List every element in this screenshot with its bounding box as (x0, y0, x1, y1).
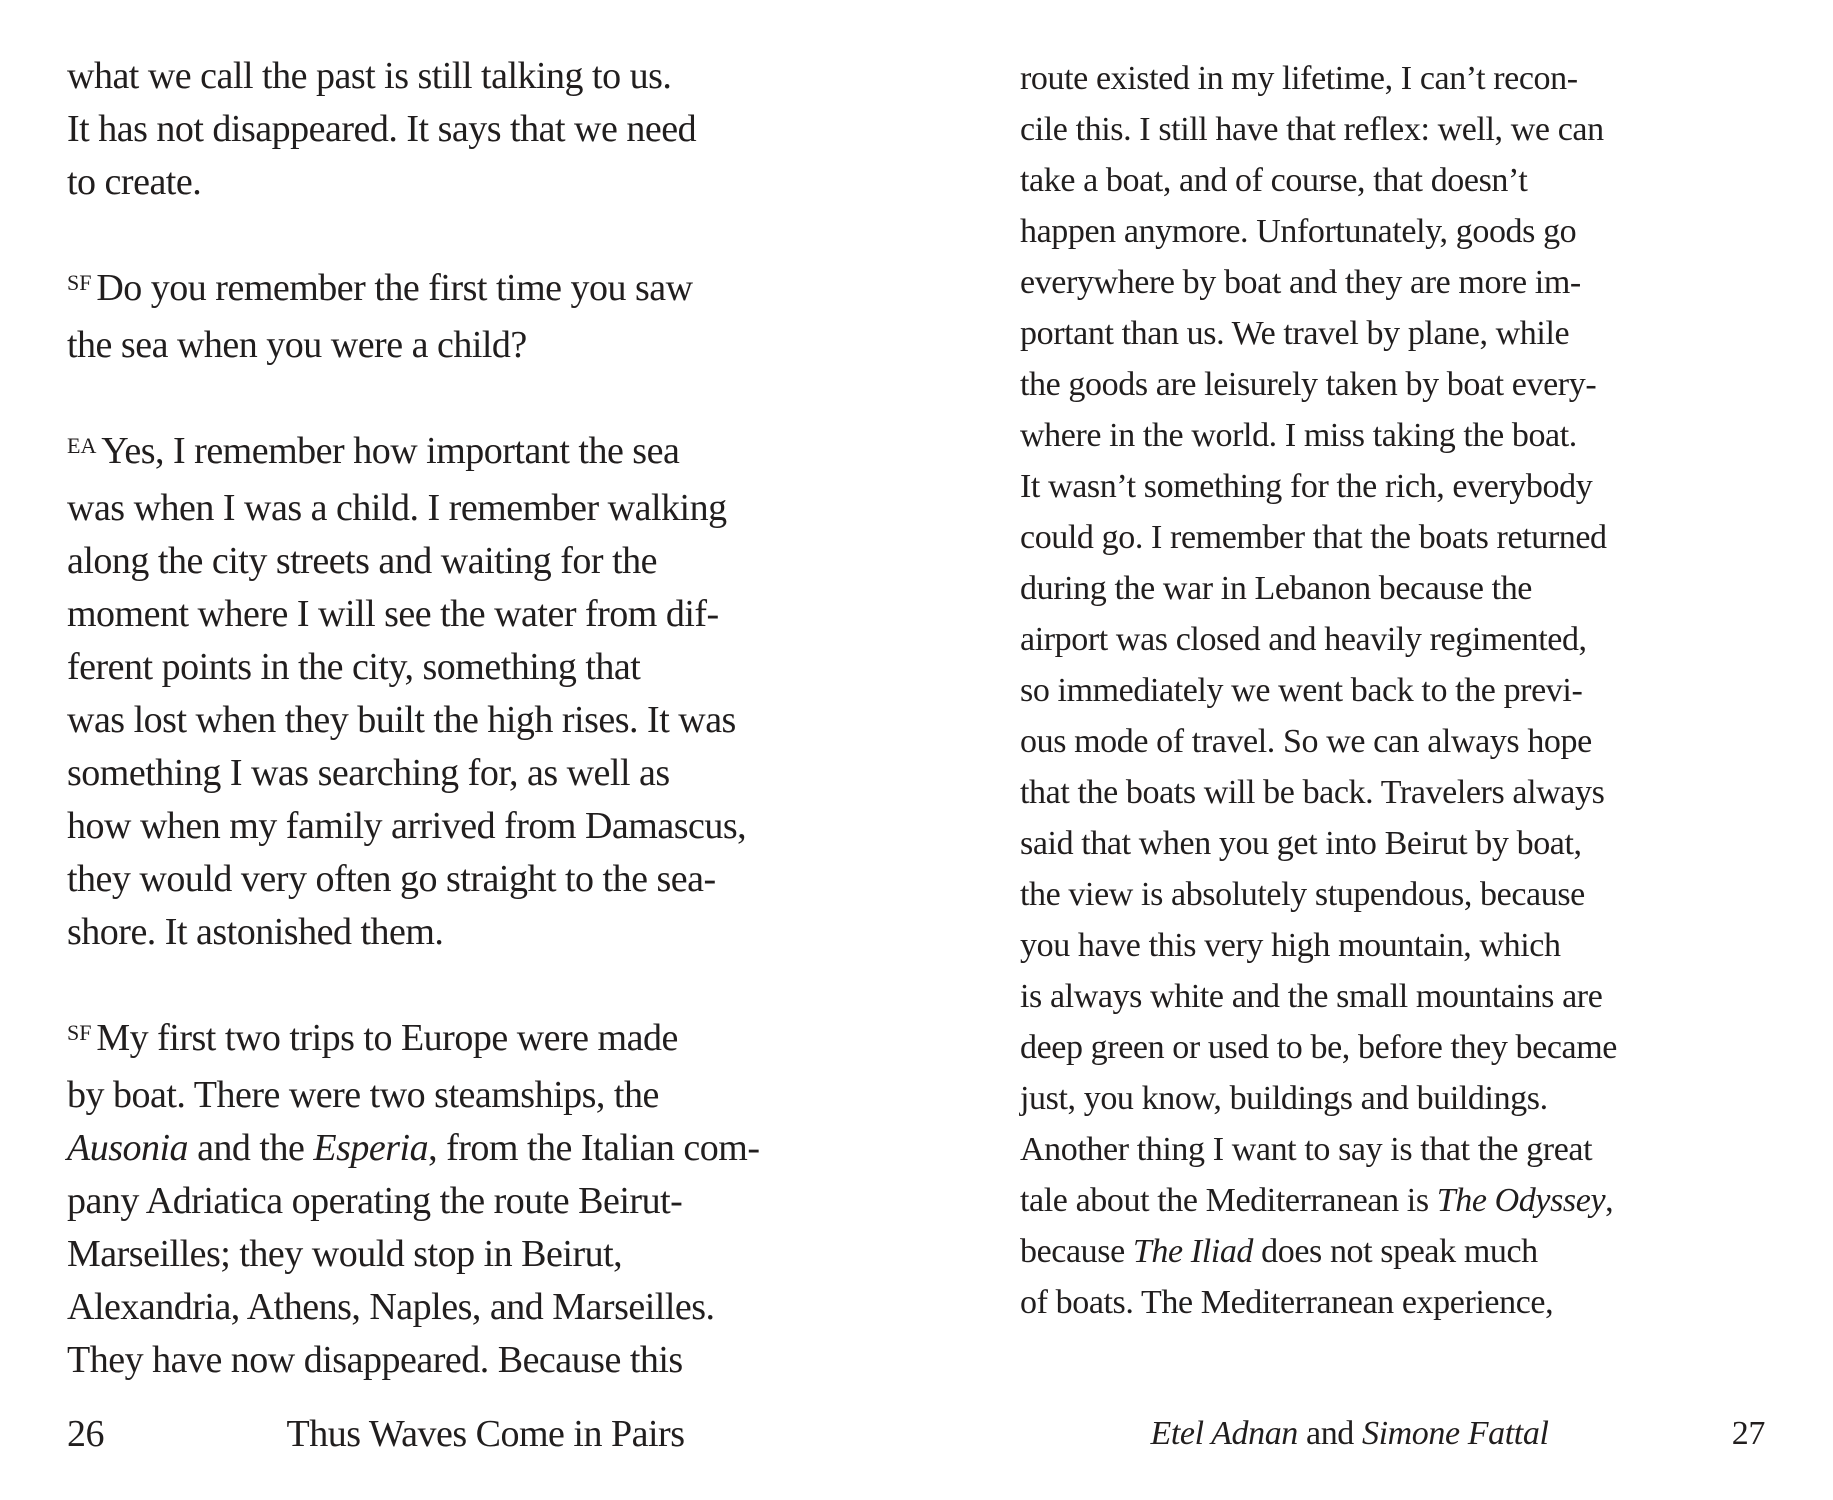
text-line (1020, 206, 1750, 257)
left-page-footer (67, 1408, 818, 1461)
italic-text: The Iliad (1132, 1233, 1254, 1270)
text-segment: , from the Italian com- (428, 1127, 760, 1169)
paragraph (67, 1012, 818, 1387)
running-header-book-title: Thus Waves Come in Pairs (286, 1413, 685, 1455)
text-segment: where in the world. I miss taking the boat. (1020, 417, 1577, 454)
text-line (67, 641, 818, 694)
text-line (1020, 257, 1750, 308)
text-segment: and (1297, 1415, 1362, 1452)
text-segment: the sea when you were a child? (67, 324, 527, 366)
text-line (1020, 563, 1750, 614)
text-segment: They have now disappeared. Because this (67, 1339, 683, 1381)
text-line (1020, 155, 1750, 206)
text-segment: they would very often go straight to the sea- (67, 858, 716, 900)
paragraph (1020, 53, 1750, 1328)
right-page-footer (1020, 1408, 1765, 1459)
text-segment: said that when you get into Beirut by boat, (1020, 825, 1582, 862)
text-segment: Do you remember the first time you saw (96, 267, 693, 309)
text-line (1020, 104, 1750, 155)
text-line (1020, 512, 1750, 563)
text-segment: Another thing I want to say is that the great (1020, 1131, 1593, 1168)
text-line (67, 482, 818, 535)
text-segment: could go. I remember that the boats returned (1020, 519, 1607, 556)
text-line (67, 906, 818, 959)
text-line (1020, 410, 1750, 461)
text-line (67, 156, 818, 209)
text-segment: of boats. The Mediterranean experience, (1020, 1284, 1554, 1321)
italic-text: The Odyssey (1436, 1182, 1606, 1219)
text-segment: the goods are leisurely taken by boat every- (1020, 366, 1597, 403)
text-line (1020, 869, 1750, 920)
text-segment: was when I was a child. I remember walking (67, 487, 727, 529)
text-segment: so immediately we went back to the previ- (1020, 672, 1583, 709)
text-segment: you have this very high mountain, which (1020, 927, 1561, 964)
text-line (67, 425, 818, 482)
text-line (1020, 665, 1750, 716)
text-line (1020, 1073, 1750, 1124)
right-page-text-column (1020, 53, 1750, 1328)
text-line (67, 800, 818, 853)
text-segment: portant than us. We travel by plane, while (1020, 315, 1570, 352)
running-header-authors (1020, 1408, 1679, 1459)
text-line (67, 103, 818, 156)
paragraph (67, 262, 818, 372)
text-segment: everywhere by boat and they are more im- (1020, 264, 1581, 301)
text-segment: pany Adriatica operating the route Beirut- (67, 1180, 683, 1222)
text-line (1020, 1175, 1750, 1226)
text-segment: , (1605, 1182, 1614, 1219)
text-segment: is always white and the small mountains are (1020, 978, 1603, 1015)
text-line (67, 747, 818, 800)
italic-text: Etel Adnan (1150, 1415, 1298, 1452)
text-line (67, 1281, 818, 1334)
italic-text: Ausonia (67, 1127, 189, 1169)
text-line (67, 694, 818, 747)
text-segment: just, you know, buildings and buildings. (1020, 1080, 1548, 1117)
text-line (67, 535, 818, 588)
text-line (1020, 1226, 1750, 1277)
text-line (1020, 53, 1750, 104)
text-segment: how when my family arrived from Damascus, (67, 805, 747, 847)
text-segment: Marseilles; they would stop in Beirut, (67, 1233, 623, 1275)
text-segment: what we call the past is still talking to us. (67, 55, 672, 97)
text-line (1020, 716, 1750, 767)
text-segment: Alexandria, Athens, Naples, and Marseilles. (67, 1286, 715, 1328)
text-line (67, 1334, 818, 1387)
text-line (67, 853, 818, 906)
text-segment: that the boats will be back. Travelers always (1020, 774, 1605, 811)
text-line (1020, 614, 1750, 665)
text-segment: the view is absolutely stupendous, because (1020, 876, 1585, 913)
speaker-initials: EA (67, 433, 97, 459)
text-line (1020, 971, 1750, 1022)
text-segment: route existed in my lifetime, I can’t recon- (1020, 60, 1578, 97)
text-line (1020, 767, 1750, 818)
text-line (67, 1122, 818, 1175)
text-line (67, 50, 818, 103)
text-segment: deep green or used to be, before they became (1020, 1029, 1617, 1066)
speaker-initials: SF (67, 1020, 92, 1046)
right-page-number: 27 (1731, 1415, 1765, 1452)
left-page-text-column (67, 50, 818, 1387)
text-segment: It wasn’t something for the rich, everybody (1020, 468, 1593, 505)
text-segment: something I was searching for, as well as (67, 752, 670, 794)
text-segment: along the city streets and waiting for the (67, 540, 657, 582)
text-line (67, 1012, 818, 1069)
text-line (67, 262, 818, 319)
text-segment: by boat. There were two steamships, the (67, 1074, 659, 1116)
text-segment: ferent points in the city, something that (67, 646, 641, 688)
text-segment: does not speak much (1253, 1233, 1538, 1270)
text-line (1020, 1124, 1750, 1175)
paragraph (67, 425, 818, 959)
italic-text: Simone Fattal (1362, 1415, 1549, 1452)
text-segment: because (1020, 1233, 1133, 1270)
italic-text: Esperia (313, 1127, 429, 1169)
left-page-number: 26 (67, 1413, 104, 1455)
text-segment: Yes, I remember how important the sea (101, 430, 680, 472)
text-segment: to create. (67, 161, 202, 203)
text-segment: during the war in Lebanon because the (1020, 570, 1533, 607)
text-line (1020, 818, 1750, 869)
text-segment: shore. It astonished them. (67, 911, 444, 953)
paragraph (67, 50, 818, 209)
text-segment: take a boat, and of course, that doesn’t (1020, 162, 1528, 199)
text-line (67, 588, 818, 641)
text-line (1020, 920, 1750, 971)
text-segment: and the (188, 1127, 314, 1169)
speaker-initials: SF (67, 270, 92, 296)
text-segment: moment where I will see the water from dif- (67, 593, 719, 635)
text-line (67, 319, 818, 372)
text-segment: tale about the Mediterranean is (1020, 1182, 1437, 1219)
text-segment: cile this. I still have that reflex: well, we can (1020, 111, 1604, 148)
text-line (67, 1175, 818, 1228)
text-segment: ous mode of travel. So we can always hope (1020, 723, 1592, 760)
text-segment: airport was closed and heavily regimented, (1020, 621, 1587, 658)
text-line (67, 1069, 818, 1122)
text-line (1020, 461, 1750, 512)
text-segment: was lost when they built the high rises. It was (67, 699, 736, 741)
text-segment: My first two trips to Europe were made (96, 1017, 678, 1059)
text-segment: It has not disappeared. It says that we need (67, 108, 697, 150)
text-line (1020, 359, 1750, 410)
text-line (67, 1228, 818, 1281)
text-line (1020, 1277, 1750, 1328)
text-segment: happen anymore. Unfortunately, goods go (1020, 213, 1577, 250)
text-line (1020, 1022, 1750, 1073)
text-line (1020, 308, 1750, 359)
